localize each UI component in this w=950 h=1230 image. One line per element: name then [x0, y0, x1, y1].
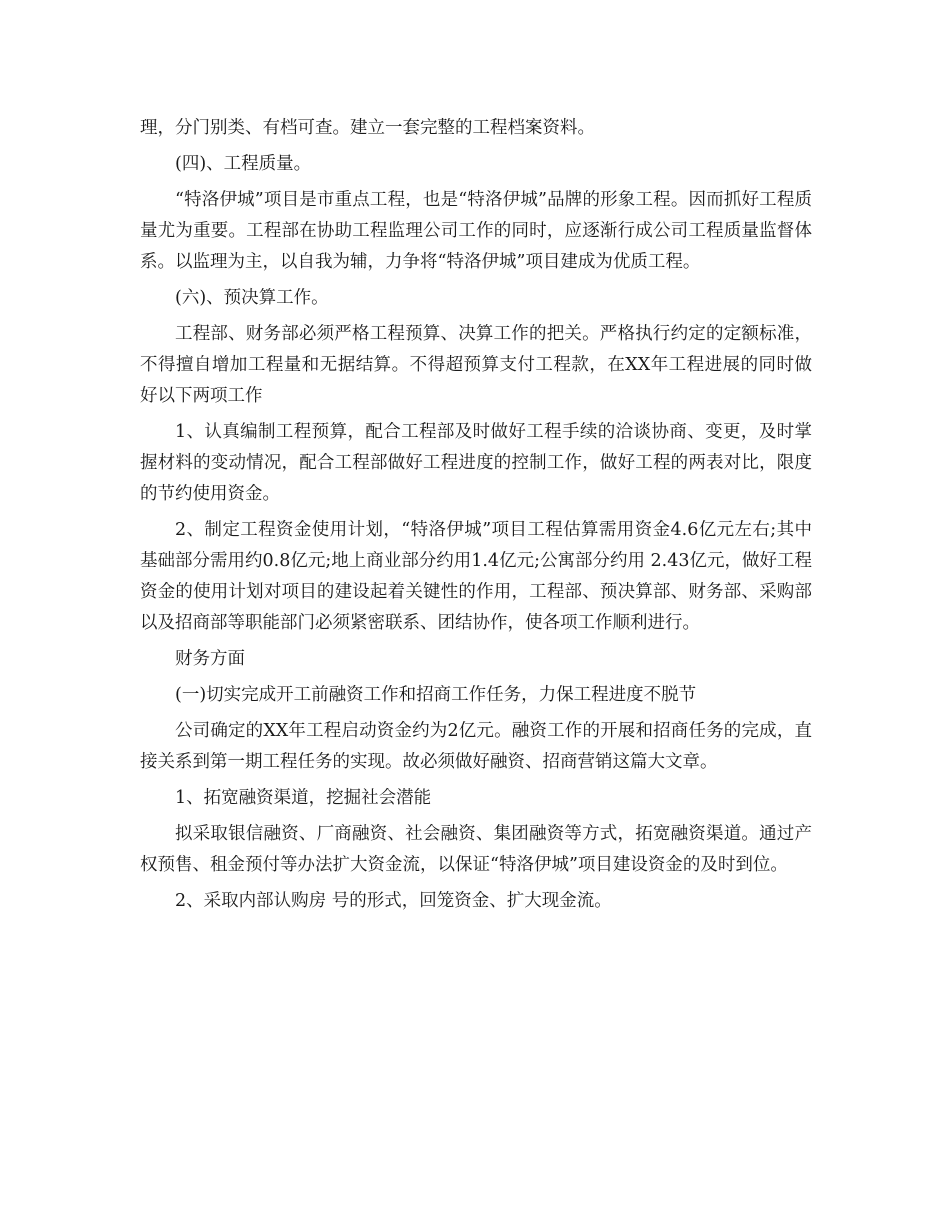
- section-heading-finance: 财务方面: [175, 649, 245, 669]
- paragraph-financing-channels: 拟采取银信融资、厂商融资、社会融资、集团融资等方式，拓宽融资渠道。通过产权预售、租金预付等办法扩大资金流，以保证“特洛伊城”项目建设资金的及时到位。: [140, 824, 812, 875]
- document-body: [140, 113, 812, 922]
- list-item-budget-1: 1、认真编制工程预算，配合工程部及时做好工程手续的洽谈协商、变更，及时掌握材料的变动情况，配合工程部做好工程进度的控制工作，做好工程的两表对比，限度的节约使用资金。: [140, 422, 812, 504]
- list-item-finance-1: 1、拓宽融资渠道，挖掘社会潜能: [175, 788, 432, 808]
- paragraph-budget: 工程部、财务部必须严格工程预算、决算工作的把关。严格执行约定的定额标准，不得擅自增加工程量和无据结算。不得超预算支付工程款，在XX年工程进展的同时做好以下两项工作: [140, 324, 812, 406]
- section-heading-quality: (四)、工程质量。: [175, 154, 312, 174]
- paragraph-continuation: 理，分门别类、有档可查。建立一套完整的工程档案资料。: [140, 118, 595, 138]
- paragraph-finance: 公司确定的XX年工程启动资金约为2亿元。融资工作的开展和招商任务的完成，直接关系到第一期工程任务的实现。故必须做好融资、招商营销这篇大文章。: [140, 721, 812, 772]
- list-item-budget-2: 2、制定工程资金使用计划，“特洛伊城”项目工程估算需用资金4.6亿元左右;其中基础部分需用约0.8亿元;地上商业部分约用1.4亿元;公寓部分约用 2.43亿元，做好工程资金的使用计划对项目的建设起着关键性的作用，工程部、预决算部、财务部、采购部以及招商部等职能部门必须紧密联系、团结协作，使各项工作顺利进行。: [140, 520, 812, 633]
- paragraph-quality: “特洛伊城”项目是市重点工程，也是“特洛伊城”品牌的形象工程。因而抓好工程质量尤为重要。工程部在协助工程监理公司工作的同时，应逐渐行成公司工程质量监督体系。以监理为主，以自我为辅，力争将“特洛伊城”项目建成为优质工程。: [140, 190, 812, 272]
- list-item-finance-2: 2、采取内部认购房 号的形式，回笼资金、扩大现金流。: [175, 891, 612, 911]
- section-heading-budget: (六)、预决算工作。: [175, 288, 329, 308]
- subheading-finance-1: (一)切实完成开工前融资工作和招商工作任务，力保工程进度不脱节: [175, 685, 697, 705]
